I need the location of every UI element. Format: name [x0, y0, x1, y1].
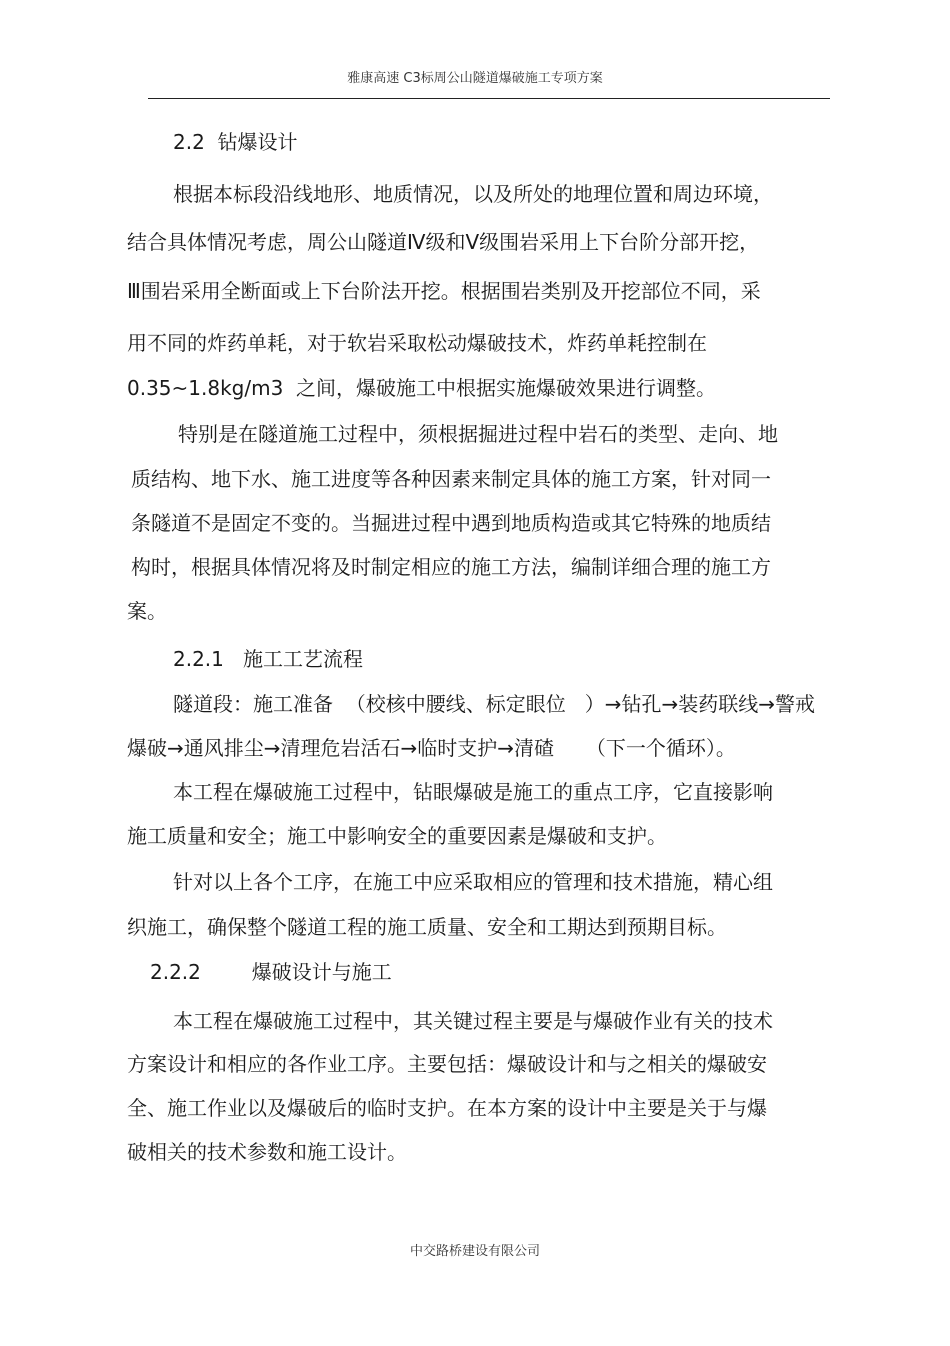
paragraph-line: 根据本标段沿线地形、地质情况，以及所处的地理位置和周边环境， [173, 182, 773, 206]
paragraph-line: 隧道段：施工准备 （校核中腰线、标定眼位 ）→钻孔→装药联线→警戒 [173, 692, 816, 716]
section-heading-2-2-1: 2.2.1 施工工艺流程 [173, 647, 363, 671]
paragraph-line: Ⅲ围岩采用全断面或上下台阶法开挖。根据围岩类别及开挖部位不同，采 [127, 279, 761, 303]
header-divider [148, 98, 830, 99]
paragraph-line: 质结构、地下水、施工进度等各种因素来制定具体的施工方案，针对同一 [131, 467, 771, 491]
paragraph-line: 方案设计和相应的各作业工序。主要包括：爆破设计和与之相关的爆破安 [127, 1052, 767, 1076]
paragraph-line: 施工质量和安全；施工中影响安全的重要因素是爆破和支护。 [127, 824, 667, 848]
paragraph-line: 条隧道不是固定不变的。当掘进过程中遇到地质构造或其它特殊的地质结 [131, 511, 771, 535]
section-heading-2-2-2: 2.2.2 爆破设计与施工 [150, 960, 392, 984]
section-heading-2-2: 2.2 钻爆设计 [173, 130, 298, 154]
paragraph-line: 本工程在爆破施工过程中，钻眼爆破是施工的重点工序，它直接影响 [173, 780, 773, 804]
paragraph-line: 织施工，确保整个隧道工程的施工质量、安全和工期达到预期目标。 [127, 915, 727, 939]
paragraph-line: 0.35~1.8kg/m3 之间，爆破施工中根据实施爆破效果进行调整。 [127, 376, 717, 400]
paragraph-line: 结合具体情况考虑，周公山隧道Ⅳ级和Ⅴ级围岩采用上下台阶分部开挖， [127, 230, 760, 254]
page-footer-company: 中交路桥建设有限公司 [409, 1244, 540, 1259]
paragraph-line: 针对以上各个工序，在施工中应采取相应的管理和技术措施，精心组 [173, 870, 773, 894]
paragraph-line: 全、施工作业以及爆破后的临时支护。在本方案的设计中主要是关于与爆 [127, 1096, 767, 1120]
paragraph-line: 破相关的技术参数和施工设计。 [127, 1140, 407, 1164]
paragraph-line: 案。 [127, 599, 167, 623]
paragraph-line: 特别是在隧道施工过程中，须根据掘进过程中岩石的类型、走向、地 [178, 422, 778, 446]
paragraph-line: 构时，根据具体情况将及时制定相应的施工方法，编制详细合理的施工方 [131, 555, 771, 579]
paragraph-line: 本工程在爆破施工过程中，其关键过程主要是与爆破作业有关的技术 [173, 1009, 773, 1033]
paragraph-line: 用不同的炸药单耗，对于软岩采取松动爆破技术，炸药单耗控制在 [127, 331, 707, 355]
paragraph-line: 爆破→通风排尘→清理危岩活石→临时支护→清碴 （下一个循环）。 [127, 736, 736, 760]
header-title: 雅康高速 C3标周公山隧道爆破施工专项方案 [347, 71, 603, 86]
